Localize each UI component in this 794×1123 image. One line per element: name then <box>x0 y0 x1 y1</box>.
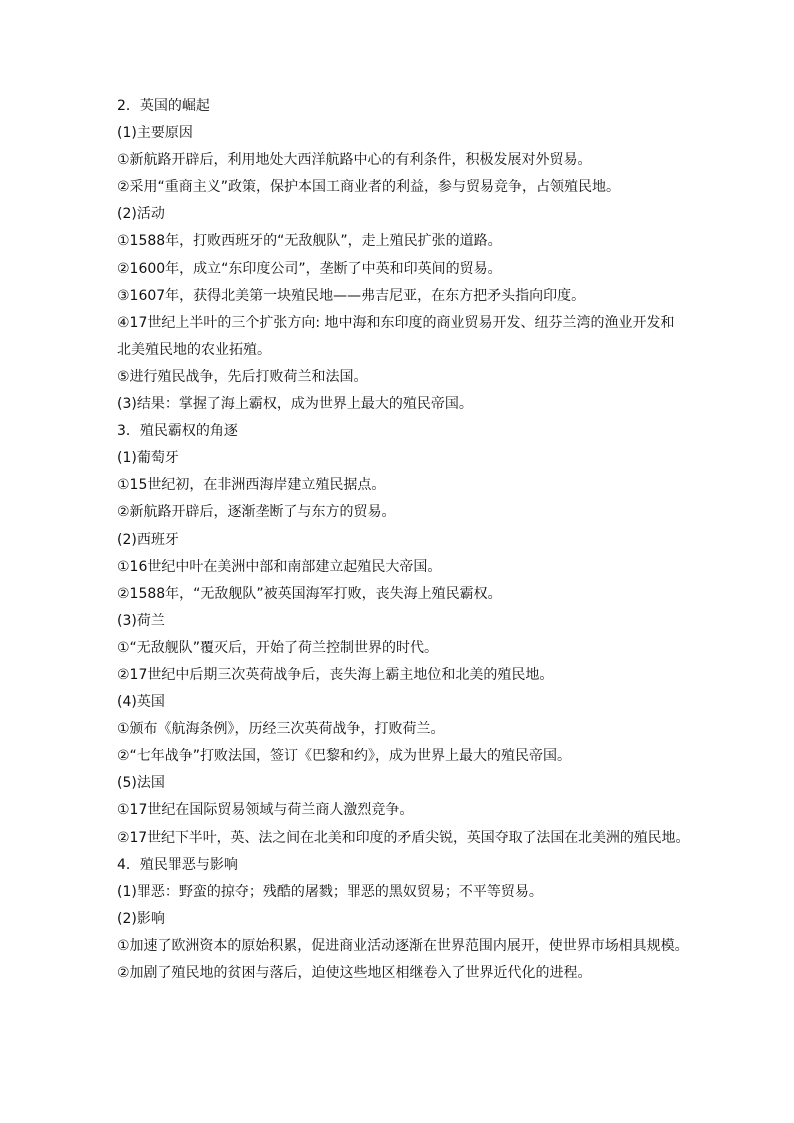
list-item: ⑤进行殖民战争，先后打败荷兰和法国。 <box>117 368 368 385</box>
section-heading: 2．英国的崛起 <box>117 98 210 114</box>
list-item: ②“七年战争”打败法国，签订《巴黎和约》，成为世界上最大的殖民帝国。 <box>117 748 572 765</box>
section-heading: 3．殖民霸权的角逐 <box>117 423 238 440</box>
list-item: ①新航路开辟后，利用地处大西洋航路中心的有利条件，积极发展对外贸易。 <box>117 152 592 169</box>
list-item: ①加速了欧洲资本的原始积累，促进商业活动逐渐在世界范围内展开，使世界市场相具规模。 <box>117 937 689 954</box>
list-item-continuation: 北美殖民地的农业拓殖。 <box>117 341 271 358</box>
subsection-title: (1)葡萄牙 <box>117 450 179 467</box>
subsection-title: (2)影响 <box>117 910 165 927</box>
subsection-title: (1)主要原因 <box>117 125 193 142</box>
list-item: ②加剧了殖民地的贫困与落后，迫使这些地区相继卷入了世界近代化的进程。 <box>117 965 592 981</box>
subsection-title: (3)结果：掌握了海上霸权，成为世界上最大的殖民帝国。 <box>117 396 473 413</box>
list-item: ①15世纪初，在非洲西海岸建立殖民据点。 <box>117 477 386 494</box>
subsection-title: (4)英国 <box>117 694 165 711</box>
list-item: ②17世纪下半叶，英、法之间在北美和印度的矛盾尖锐，英国夺取了法国在北美洲的殖民地。 <box>117 829 690 846</box>
subsection-title: (1)罪恶：野蛮的掠夺；残酷的屠戮；罪恶的黑奴贸易；不平等贸易。 <box>117 883 543 900</box>
list-item: ①1588年，打败西班牙的“无敌舰队”，走上殖民扩张的道路。 <box>117 233 502 250</box>
subsection-title: (2)西班牙 <box>117 531 179 548</box>
list-item: ②17世纪中后期三次英荷战争后，丧失海上霸主地位和北美的殖民地。 <box>117 666 554 683</box>
list-item: ③1607年，获得北美第一块殖民地——弗吉尼亚，在东方把矛头指向印度。 <box>117 287 586 304</box>
subsection-title: (3)荷兰 <box>117 612 165 629</box>
list-item: ①16世纪中叶在美洲中部和南部建立起殖民大帝国。 <box>117 558 442 575</box>
list-item: ①颁布《航海条例》，历经三次英荷战争，打败荷兰。 <box>117 721 445 738</box>
subsection-title: (2)活动 <box>117 206 165 223</box>
section-heading: 4．殖民罪恶与影响 <box>117 856 238 873</box>
subsection-title: (5)法国 <box>117 775 165 792</box>
list-item: ②1588年，“无敌舰队”被英国海军打败，丧失海上殖民霸权。 <box>117 585 502 602</box>
list-item: ④17世纪上半叶的三个扩张方向: 地中海和东印度的商业贸易开发、纽芬兰湾的渔业开发和 <box>117 314 675 331</box>
document-body <box>117 93 690 987</box>
list-item: ②1600年，成立“东印度公司”，垄断了中英和印英间的贸易。 <box>117 260 502 277</box>
list-item: ②采用“重商主义”政策，保护本国工商业者的利益，参与贸易竞争，占领殖民地。 <box>117 179 621 196</box>
list-item: ②新航路开辟后，逐渐垄断了与东方的贸易。 <box>117 504 396 521</box>
list-item: ①“无敌舰队”覆灭后，开始了荷兰控制世界的时代。 <box>117 639 439 656</box>
list-item: ①17世纪在国际贸易领域与荷兰商人激烈竞争。 <box>117 802 414 819</box>
